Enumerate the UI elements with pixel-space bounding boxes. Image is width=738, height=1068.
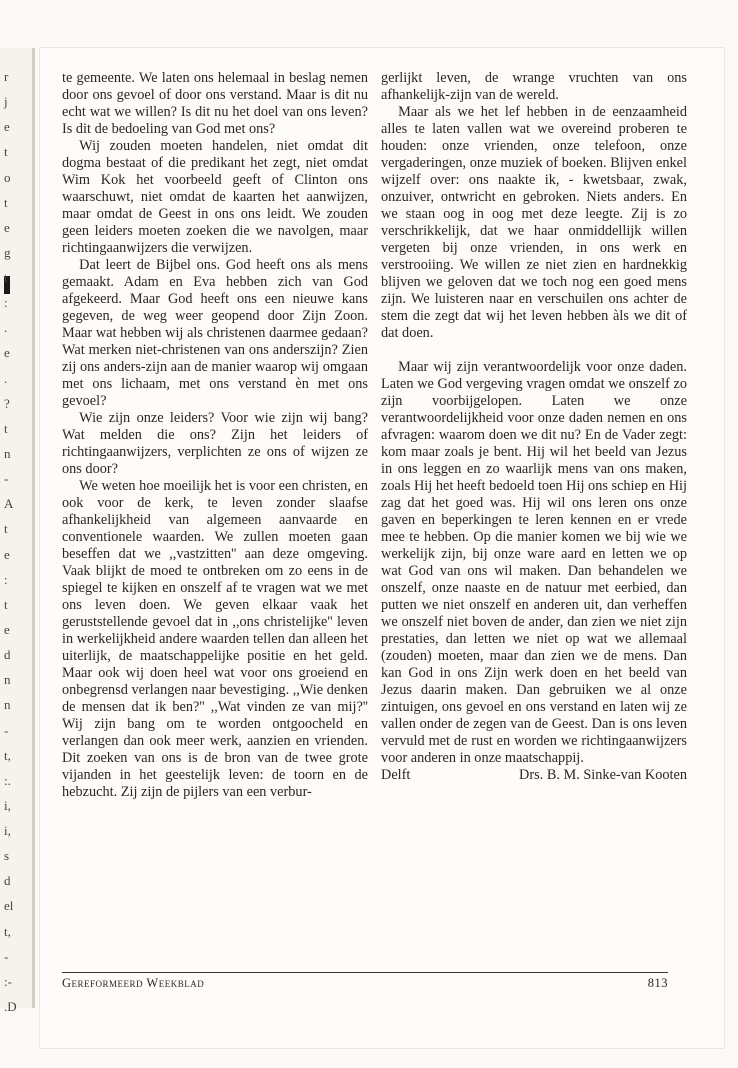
paragraph: gerlijkt leven, de wrange vruchten van ons afhankelijk-zijn van de wereld. <box>381 70 687 103</box>
previous-page-text-fragment: o <box>4 169 11 185</box>
previous-page-text-fragment: i, <box>4 797 11 813</box>
previous-page-text-fragment: d <box>4 647 11 663</box>
previous-page-text-fragment: e <box>4 621 10 637</box>
previous-page-text-fragment: t, <box>4 923 11 939</box>
previous-page-text-fragment: : <box>4 295 8 311</box>
previous-page-text-fragment: j <box>4 94 8 110</box>
previous-page-text-fragment: t <box>4 521 8 537</box>
previous-page-text-fragment: e <box>4 345 10 361</box>
left-column <box>62 70 368 801</box>
previous-page-text-fragment: e <box>4 546 10 562</box>
previous-page-text-fragment: t <box>4 420 8 436</box>
previous-page-text-fragment: t <box>4 194 8 210</box>
previous-page-text-fragment: :- <box>4 973 12 989</box>
previous-page-text-fragment: .D <box>4 999 17 1014</box>
signature-place: Delft <box>381 767 411 783</box>
previous-page-text-fragment: t <box>4 596 8 612</box>
paragraph: te gemeente. We laten ons helemaal in beslag nemen door ons gevoel of door ons verstand. Maar is dit nu echt wat we willen? Is dit nu het doel van ons leven? Is dit de bedoeling van God met ons? <box>62 70 368 137</box>
paragraph: Wij zouden moeten handelen, niet omdat dit dogma bestaat of die predikant het zegt, niet omdat Wim Kok het voorbeeld geeft of Clinton ons waarschuwt, niet omdat de kaarten het aanwijzen, maar omdat de Geest in ons ons leidt. We zouden geen leiders moeten zoeken die we navolgen, maar richtingaanwijzers die verwijzen. <box>62 138 368 256</box>
previous-page-text-fragment: - <box>4 471 9 487</box>
paragraph: Dat leert de Bijbel ons. God heeft ons als mens gemaakt. Adam en Eva hebben zich van God afgekeerd. Maar God heeft ons een nieuwe kans gegeven, de weg weer geopend door Zijn Zoon. Maar wat hebben wij als christenen daarmee gedaan? Wat merken niet-christenen van ons anderszijn? Zien zij ons anders-zijn aan de manier waarop wij omgaan met ons lichaam, met ons verstand èn met ons gevoel? <box>62 257 368 409</box>
page-number: 813 <box>647 976 668 990</box>
previous-page-text-fragment: A <box>4 496 14 512</box>
previous-page-text-fragment: : <box>4 571 8 587</box>
signature <box>381 767 687 784</box>
previous-page-text-fragment: t <box>4 144 8 160</box>
previous-page-text-fragment: t, <box>4 747 11 763</box>
previous-page-text-fragment: i, <box>4 823 11 839</box>
previous-page-text-fragment: . <box>4 370 8 386</box>
right-column <box>381 70 687 784</box>
previous-page-text-fragment: g <box>4 244 11 260</box>
previous-page-text-fragment: t <box>4 270 8 286</box>
previous-page-text-fragment: ? <box>4 395 10 411</box>
previous-page-text-fragment: e <box>4 119 10 135</box>
previous-page-edge <box>0 48 35 1014</box>
previous-page-text-fragment: n <box>4 697 11 713</box>
previous-page-text-fragment: n <box>4 446 11 462</box>
paragraph: Wie zijn onze leiders? Voor wie zijn wij bang? Wat melden die ons? Zijn het leiders of richtingaanwijzers, verplichten ze ons of wijzen ze ons door? <box>62 410 368 477</box>
previous-page-text-fragment: d <box>4 873 11 889</box>
paragraph: Maar als we het lef hebben in de eenzaamheid alles te laten vallen wat we overeind proberen te houden: onze vrienden, onze telefoon, onze vergaderingen, onze muziek of boeken. Blijven enkel wijzelf over: ons naakte ik, - kwetsbaar, zwak, onzuiver, ontwricht en gebroken. Niets anders. En we staan oog in oog met deze leegte. Zij is zo verschrikkelijk, dat we haar onmiddellijk willen vergeten bij onze vrienden, in ons werk en verstrooiing. We willen ze niet zien en hardnekkig blijven we geloven dat we toch nog een goed mens zijn. We luisteren naar en verschuilen ons achter de stem die zegt dat wij het leven hebben àls we dit of dat doen. <box>381 104 687 341</box>
previous-page-text-fragment: s <box>4 848 10 864</box>
previous-page-text-fragment: r <box>4 69 9 84</box>
previous-page-text-fragment: . <box>4 320 8 336</box>
footer-rule <box>62 972 668 973</box>
paragraph: Maar wij zijn verantwoordelijk voor onze daden. Laten we God vergeving vragen omdat we onszelf zo zijn voorbijgelopen. Laten we onze verantwoordelijkheid voor onze daden nemen en ons afvragen: waarom doen we dit nu? En de Vader zegt: kom maar zoals je bent. Hij wil het beeld van Jezus in ons leggen en zo waarlijk mens van ons maken, zoals Hij het heeft bedoeld toen Hij ons schiep en Hij zag dat het goed was. Hij wil ons leren ons onze gaven en beperkingen te leren kennen en er vrede mee te hebben. Op die manier komen we bij wie we werkelijk zijn, bij onze ware aard en letten we op wat God van ons wil maken. Dan behandelen we onszelf, onze naaste en de natuur met eerbied, dan putten we niet onszelf en anderen uit, dan verheffen we onszelf niet boven de ander, dan zien we niet zijn prestaties, dan letten we niet op wat we allemaal (zouden) moeten, maar dan zien we de mens. Dan kan God in ons Zijn werk doen en het beeld van Jezus daarin maken. Dan gebruiken we al onze zintuigen, ons gevoel en ons verstand en laten wij ze vallen onder de zegen van de Geest. Dan is ons leven vervuld met de rust en worden we richtingaanwijzers voor anderen in onze maatschappij. <box>381 359 687 766</box>
page-footer <box>62 976 668 991</box>
previous-page-text-fragment: n <box>4 672 11 688</box>
previous-page-text-fragment: :. <box>4 772 11 788</box>
signature-author: Drs. B. M. Sinke-van Kooten <box>519 767 687 783</box>
paragraph: We weten hoe moeilijk het is voor een christen, en ook voor de kerk, te leven zonder slaafse afhankelijkheid van algemeen aanvaarde en conventionele waarden. We zullen moeten gaan beseffen dat we ,,vastzitten'' aan deze omgeving. Vaak blijkt de moed te ontbreken om zo eens in de spiegel te kijken en onszelf af te vragen wat we met ons leven doen. We geven elkaar vaak het geruststellende gevoel dat in ,,ons christelijke'' leven in werkelijkheid andere waarden tellen dan alleen het uiterlijk, de maatschappelijke positie en het geld. Maar ook wij doen heel wat voor ons groeiend en onbegrensd verlangen naar bevestiging. ,,Wie denken de mensen dat ik ben?'' ,,Wat vinden ze van mij?'' Wij zijn bang om te worden ontgoocheld en verlangen dan ook meer werk, aanzien en vrienden. Dit zoeken van ons is de bron van de twee grote vijanden in het geestelijk leven: de toorn en de hebzucht. Zij zijn de pijlers van een verbur- <box>62 478 368 800</box>
previous-page-text-fragment: - <box>4 722 9 738</box>
previous-page-text-fragment: - <box>4 948 9 964</box>
previous-page-text-fragment: el <box>4 898 14 914</box>
publication-title: Gereformeerd Weekblad <box>62 976 205 990</box>
previous-page-text-fragment: e <box>4 219 10 235</box>
